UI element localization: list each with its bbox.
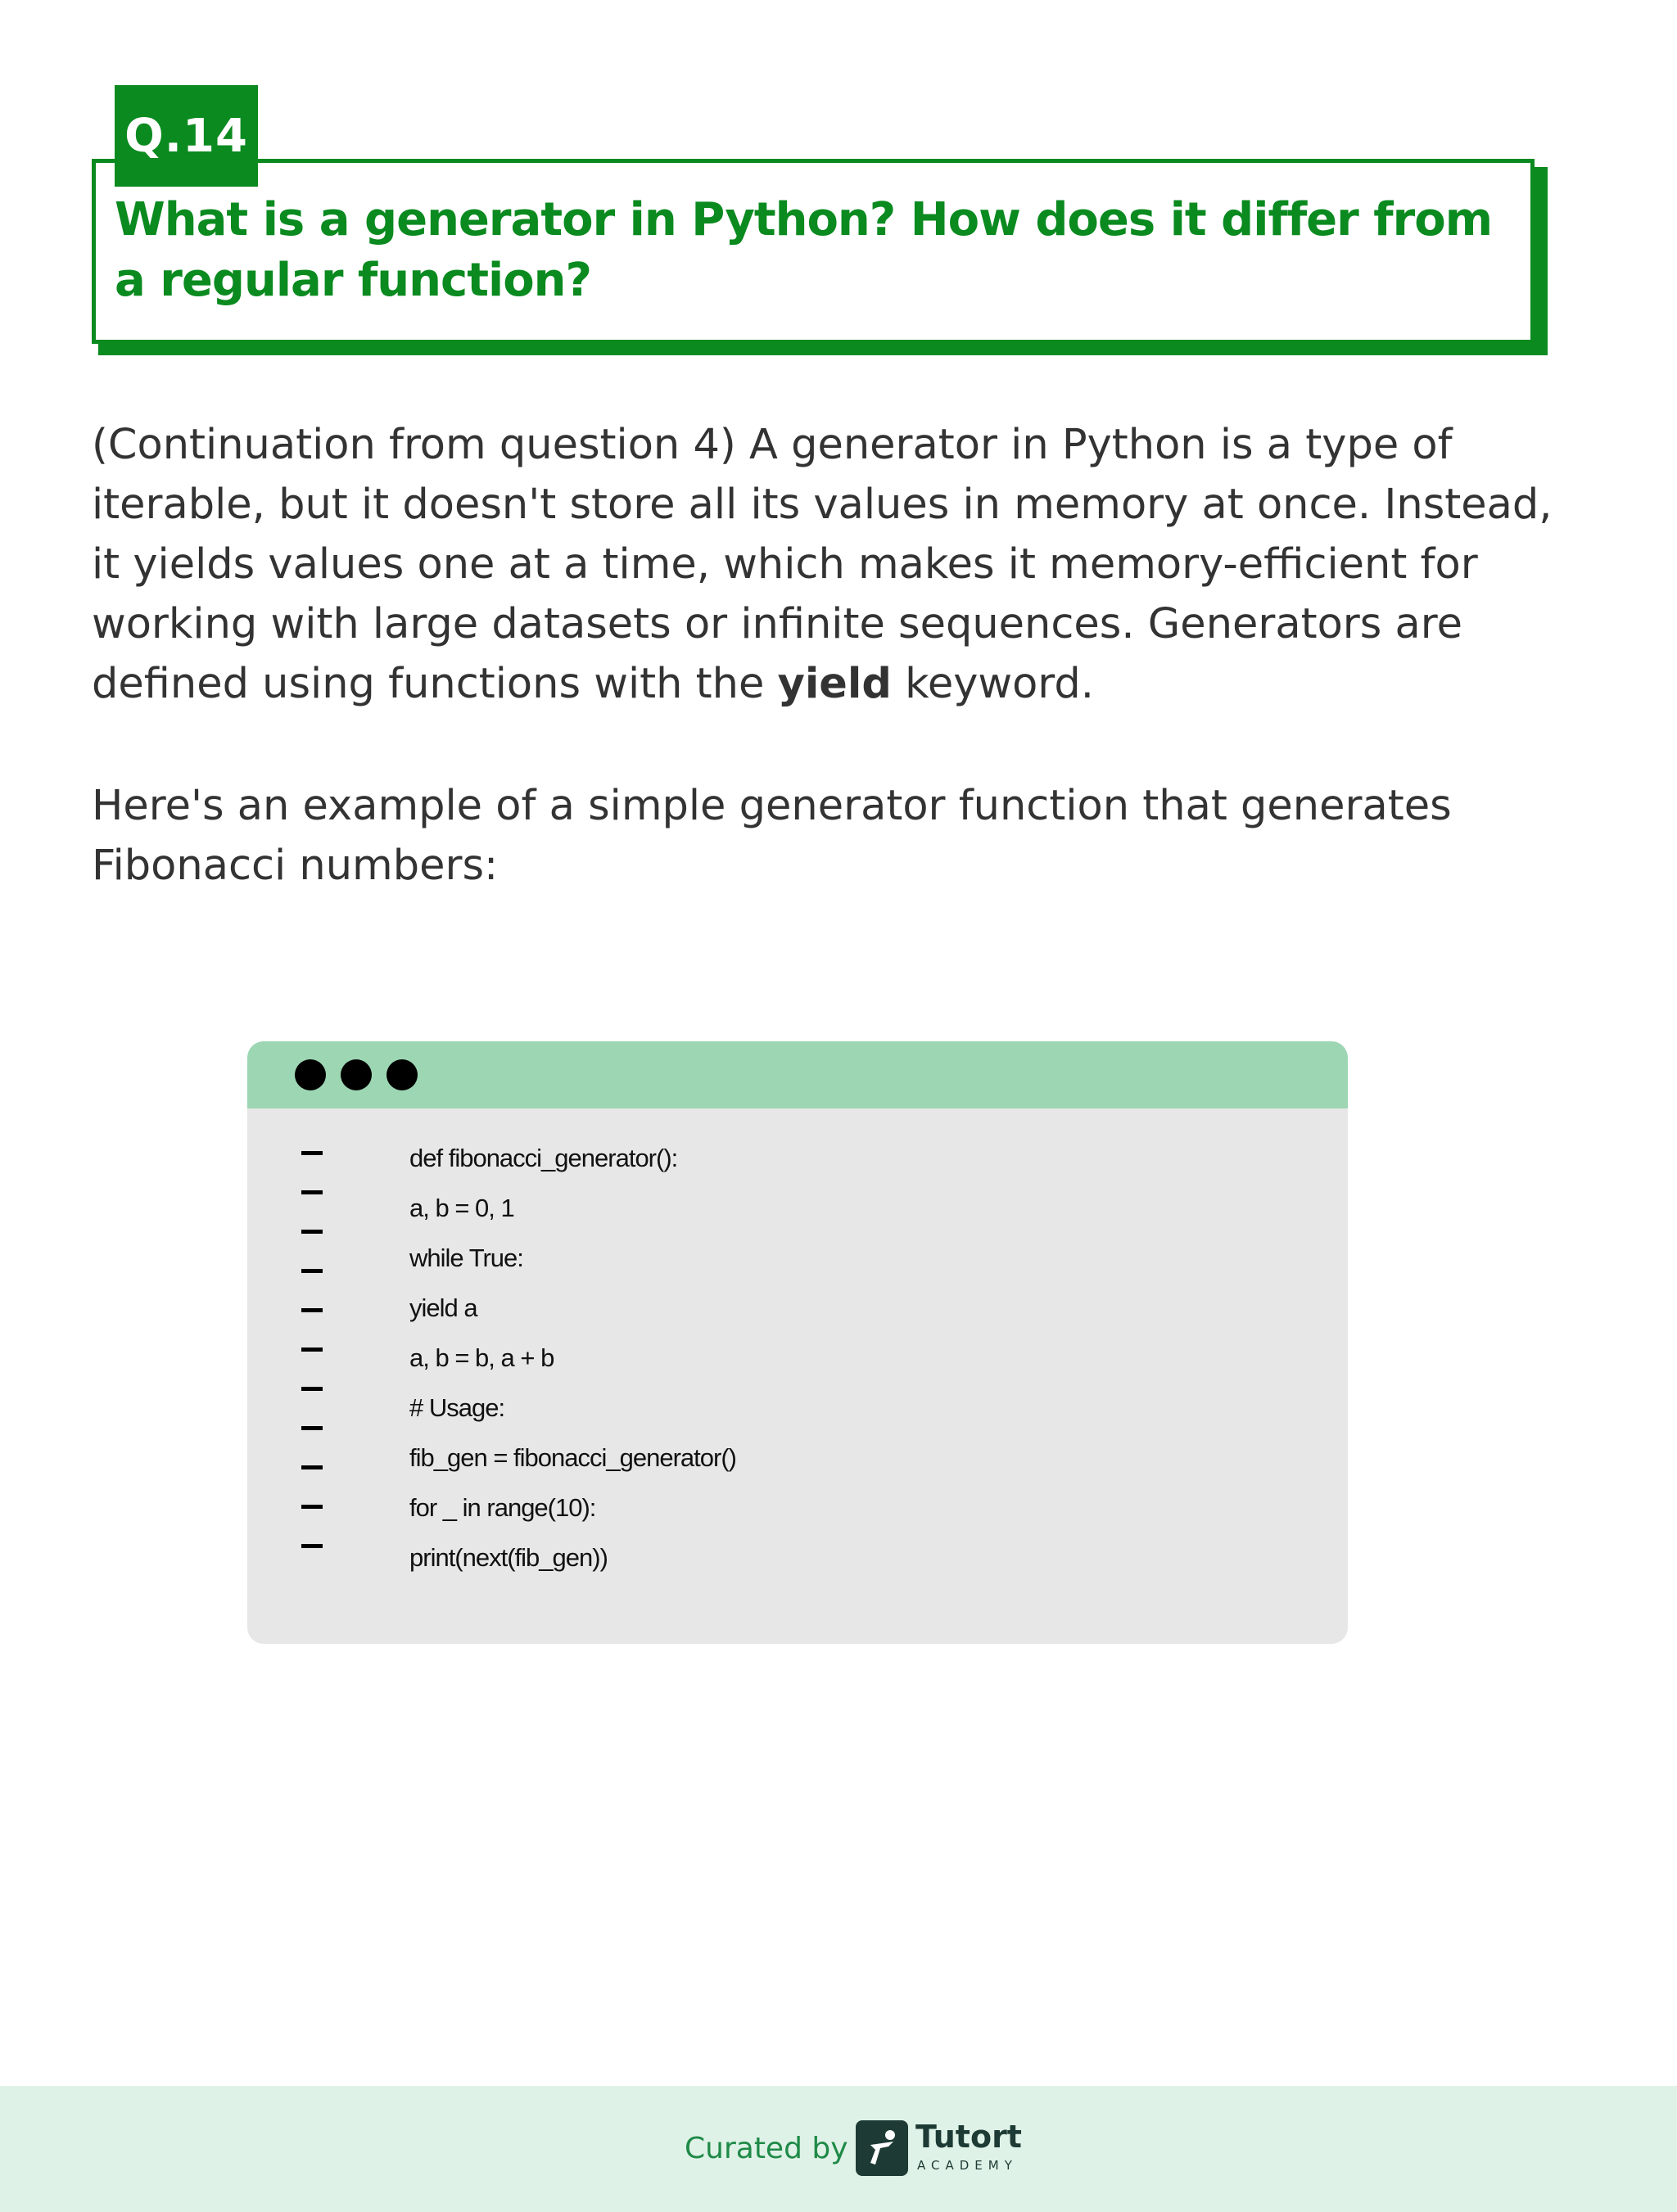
answer-text-after: keyword. bbox=[891, 660, 1094, 708]
brand-name: Tutort bbox=[915, 2119, 1022, 2155]
yield-keyword: yield bbox=[777, 660, 892, 708]
gutter-dash bbox=[301, 1269, 323, 1273]
question-number-badge bbox=[115, 85, 258, 187]
window-dot-icon bbox=[295, 1059, 326, 1090]
answer-text-before: (Continuation from question 4) A generator in Python is a type of iterable, but it doesn't store all its values in memory at once. Instead, it yields values one at a time, which makes it memory-efficient for working with large datasets or infinite sequences. Generators are defined using functions with the bbox=[92, 421, 1553, 708]
window-dot-icon bbox=[386, 1059, 418, 1090]
code-line: print(next(fib_gen)) bbox=[409, 1543, 608, 1572]
curated-by-label: Curated by bbox=[685, 2132, 848, 2165]
code-line: a, b = 0, 1 bbox=[409, 1194, 514, 1222]
gutter-dash bbox=[301, 1230, 323, 1234]
tutort-logo-icon bbox=[856, 2120, 908, 2176]
question-title: What is a generator in Python? How does it differ from a regular function? bbox=[115, 193, 1493, 307]
gutter-dash bbox=[301, 1505, 323, 1509]
gutter-dash bbox=[301, 1308, 323, 1312]
code-line: fib_gen = fibonacci_generator() bbox=[409, 1443, 736, 1472]
gutter-dash bbox=[301, 1151, 323, 1155]
gutter-dash bbox=[301, 1465, 323, 1469]
gutter-dash bbox=[301, 1348, 323, 1352]
window-dot-icon bbox=[341, 1059, 372, 1090]
code-line: def fibonacci_generator(): bbox=[409, 1144, 678, 1172]
code-window bbox=[247, 1041, 1348, 1644]
code-line: a, b = b, a + b bbox=[409, 1343, 554, 1372]
code-line: for _ in range(10): bbox=[409, 1493, 596, 1522]
answer-paragraph-2: Here's an example of a simple generator function that generates Fibonacci numbers: bbox=[92, 782, 1452, 890]
brand-subtitle: ACADEMY bbox=[917, 2158, 1018, 2173]
code-line: yield a bbox=[409, 1293, 477, 1322]
code-line: # Usage: bbox=[409, 1393, 505, 1422]
answer-paragraph-1 bbox=[92, 415, 1590, 714]
gutter-dash bbox=[301, 1426, 323, 1430]
gutter-dash bbox=[301, 1190, 323, 1194]
question-number: Q.14 bbox=[124, 109, 248, 163]
gutter-dash bbox=[301, 1544, 323, 1548]
code-line: while True: bbox=[409, 1244, 523, 1272]
gutter-dash bbox=[301, 1387, 323, 1391]
code-window-header bbox=[247, 1041, 1348, 1108]
